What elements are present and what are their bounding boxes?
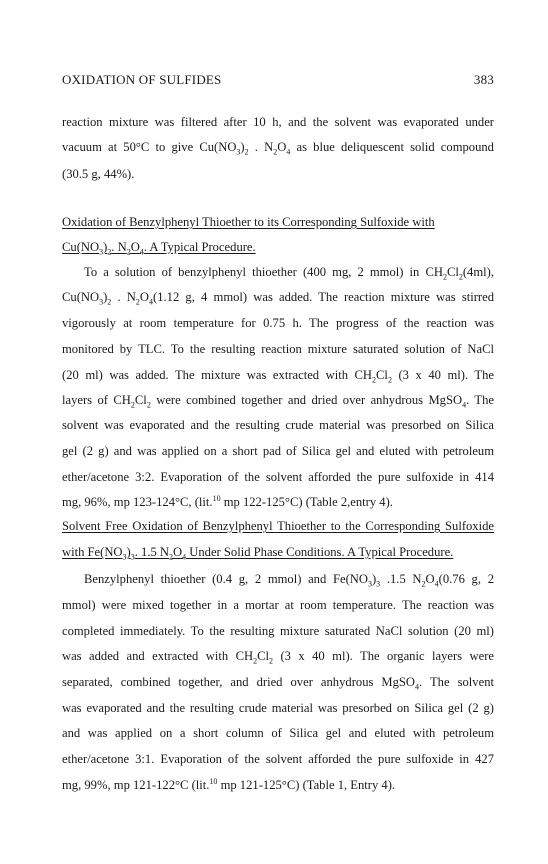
text-run: Cu(NO [62,240,100,254]
paragraph-line [62,340,494,358]
text-run: with Fe(NO [62,545,123,559]
subscript: 3 [99,247,104,257]
subscript: 4 [286,147,291,157]
text-run: vacuum at 50°C to give Cu(NO [62,140,237,154]
subscript: 2 [244,147,249,157]
subscript: 4 [415,682,420,692]
subscript: 2 [130,400,135,410]
text-run: ether/acetone 3:2. Evaporation of the solvent afforded the pure sulfoxide in 414 [62,470,494,484]
text-run: gel (2 g) and was applied on a short pad of Silica gel and eluted with petroleum [62,444,494,458]
text-run: ) [240,140,245,154]
text-run: ) [103,240,108,254]
section-heading-line [62,543,494,561]
paragraph-line [62,416,494,434]
subscript: 2 [135,297,140,307]
section-heading-line [62,517,494,535]
paragraph-line [62,673,494,691]
text-run: Under Solid Phase Conditions. A Typical Procedure. [186,545,454,559]
subscript: 2 [107,297,112,307]
subscript: 2 [269,656,273,666]
paragraph-line [62,391,494,409]
paragraph-line [62,113,494,131]
paragraph-line [62,493,494,511]
text-run: Benzylphenyl thioether (0.4 g, 2 mmol) and Fe(NO [84,572,368,586]
text-run: Cl [376,368,388,382]
text-run: Cu(NO [62,290,100,304]
subscript: 3 [130,552,135,562]
subscript: 2 [126,247,131,257]
text-run: layers of CH [62,393,131,407]
text-run: O [139,290,150,304]
text-run: . The [466,393,494,407]
text-run: mp 122-125°C) (Table 2,entry 4). [220,495,393,509]
paragraph-line [62,750,494,768]
text-run: mg, 99%, mp 121-122°C (lit. [62,778,210,792]
subscript: 2 [372,375,377,385]
paragraph-line [62,442,494,460]
text-run: (3 x 40 ml). The organic layers were [273,649,494,663]
subscript: 2 [387,375,392,385]
text-run: Cl [446,265,459,279]
subscript: 2 [421,579,426,589]
text-run: ) [103,290,108,304]
text-run: To a solution of benzylphenyl thioether (400 mg, 2 mmol) in CH [84,265,443,279]
paragraph-line [62,314,494,332]
subscript: 2 [107,247,112,257]
text-run: (3 x 40 ml). The [391,368,494,382]
superscript: 10 [209,776,218,786]
subscript: 3 [367,579,372,589]
text-run: mmol) were mixed together in a mortar at room temperature. The reaction was [62,598,494,612]
text-run: ether/acetone 3:1. Evaporation of the solvent afforded the pure sulfoxide in 427 [62,752,494,766]
text-run: .1.5 N [380,572,422,586]
text-run: . N [248,140,274,154]
subscript: 2 [146,400,151,410]
page-number: 383 [473,72,494,87]
text-run: reaction mixture was filtered after 10 h, and the solvent was evaporated under [62,115,494,129]
superscript: 10 [212,493,221,503]
paragraph-line [62,596,494,614]
subscript: 4 [462,400,467,410]
subscript: 2 [458,272,463,282]
paragraph-line [62,138,494,156]
subscript: 4 [182,552,187,562]
text-run: separated, combined together, and dried over anhydrous MgSO [62,675,416,689]
text-run: were combined together and dried over anhydrous MgSO [150,393,463,407]
text-run: Solvent Free Oxidation of Benzylphenyl Thioether to the Corresponding Sulfoxide [62,519,494,533]
subscript: 2 [442,272,447,282]
paragraph-line [84,570,494,588]
text-run: O [277,140,287,154]
text-run: . The solvent [419,675,494,689]
text-run: ) [371,572,377,586]
text-run: ) [126,545,131,559]
subscript: 3 [236,147,241,157]
paragraph-line [62,724,494,742]
paragraph-line [84,263,494,281]
subscript: 3 [122,552,127,562]
text-run: Oxidation of Benzylphenyl Thioether to its Corresponding Sulfoxide with [62,215,435,229]
paragraph-line [62,468,494,486]
text-run: completed immediately. To the resulting mixture saturated NaCl solution (20 ml) [62,624,494,638]
text-run: (30.5 g, 44%). [62,167,135,181]
paragraph-line [62,622,494,640]
subscript: 2 [169,552,174,562]
paragraph-line [62,647,494,665]
subscript: 4 [139,247,144,257]
section-heading-line [62,238,494,256]
text-run: mp 121-125°C) (Table 1, Entry 4). [217,778,396,792]
subscript: 2 [253,656,258,666]
text-run: O [173,545,183,559]
text-run: was evaporated and the resulting crude material was presorbed on Silica gel (2 g) [62,701,494,715]
text-run: (4ml), [462,265,494,279]
subscript: 3 [376,579,381,589]
text-run: solvent was evaporated and the resulting crude material was presorbed on Silica [62,418,494,432]
paragraph-line [62,699,494,717]
text-run: Cl [134,393,147,407]
section-heading-line [62,213,494,231]
text-run: and was applied on a short column of Silica gel and eluted with petroleum [62,726,494,740]
text-run: monitored by TLC. To the resulting reaction mixture saturated solution of NaCl [62,342,494,356]
text-run: O [425,572,435,586]
text-run: . N [111,240,127,254]
text-run: . A Typical Procedure. [143,240,256,254]
subscript: 2 [273,147,278,157]
text-run: (20 ml) was added. The mixture was extracted with CH [62,368,373,382]
running-title: OXIDATION OF SULFIDES [62,72,222,87]
subscript: 3 [99,297,104,307]
text-run: as blue deliquescent solid compound [290,140,494,154]
text-run: mg, 96%, mp 123-124°C, (lit. [62,495,213,509]
text-run: O [130,240,140,254]
paragraph-line [62,366,494,384]
text-run: Cl [257,649,269,663]
text-run: (0.76 g, 2 [438,572,494,586]
paragraph-line [62,776,494,794]
text-run: . N [111,290,136,304]
paragraph-line [62,165,494,183]
subscript: 4 [149,297,154,307]
paragraph-line [62,288,494,306]
text-run: was added and extracted with CH [62,649,254,663]
text-run: . 1.5 N [134,545,170,559]
subscript: 4 [434,579,439,589]
text-run: vigorously at room temperature for 0.75 h. The progress of the reaction was [62,316,494,330]
text-run: (1.12 g, 4 mmol) was added. The reaction mixture was stirred [153,290,494,304]
